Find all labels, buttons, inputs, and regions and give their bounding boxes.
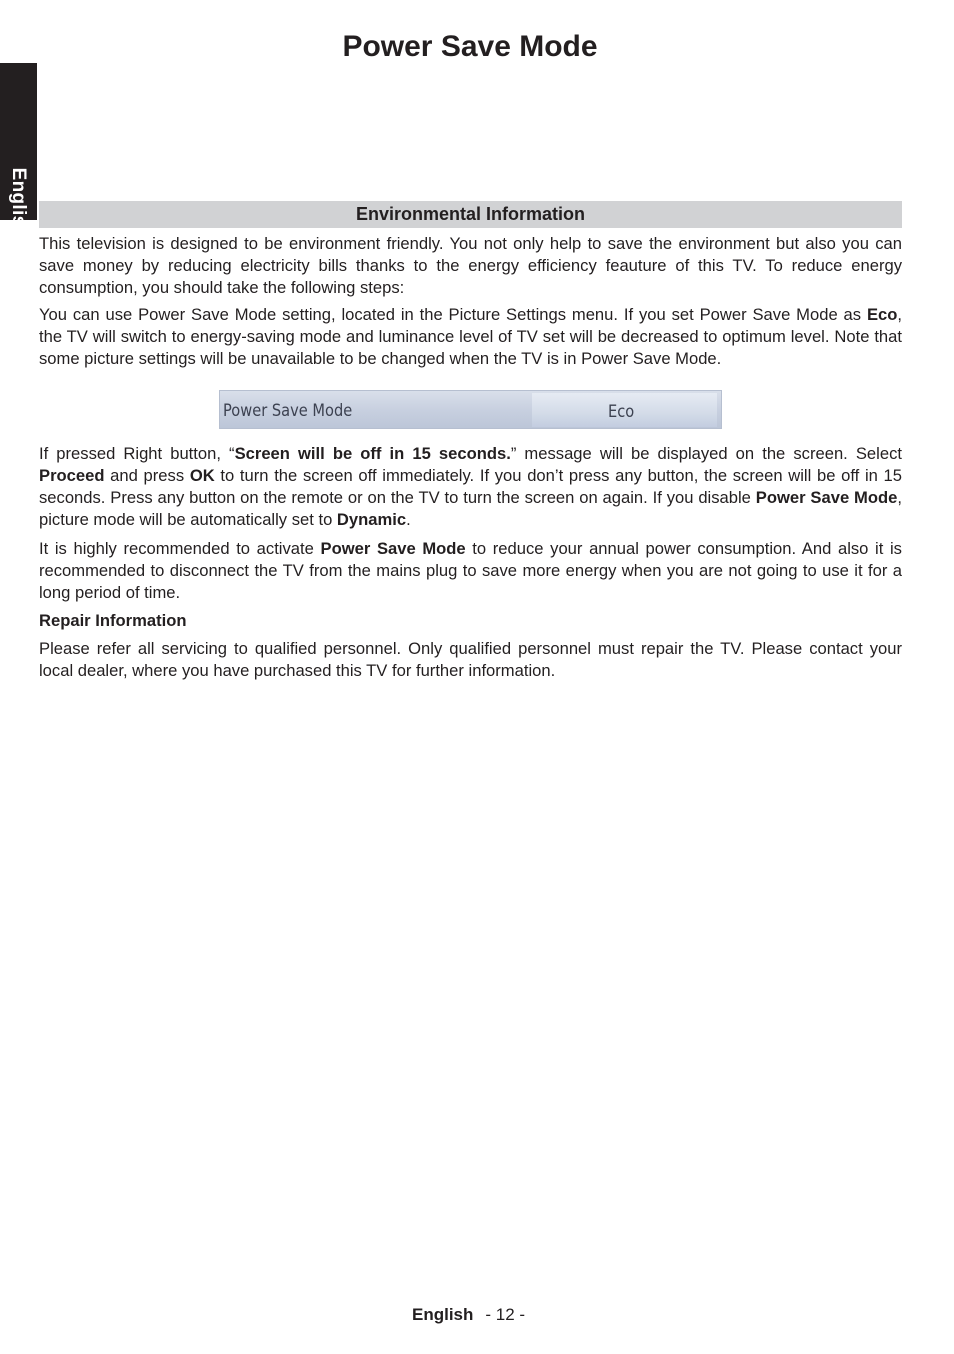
language-side-tab-label: English bbox=[8, 167, 29, 239]
power-save-mode-menu-row bbox=[219, 390, 722, 429]
bold-term-power-save-mode: Power Save Mode bbox=[320, 539, 466, 558]
screen-off-paragraph bbox=[39, 443, 902, 531]
section-header-bar bbox=[39, 201, 902, 228]
power-save-setting-paragraph bbox=[39, 304, 902, 370]
text-run: ” message will be displayed on the screen. Select bbox=[510, 444, 902, 463]
text-run: You can use Power Save Mode setting, located in the Picture Settings menu. If you set Power Save Mode as bbox=[39, 305, 867, 324]
page-title: Power Save Mode bbox=[342, 30, 598, 63]
repair-paragraph: Please refer all servicing to qualified personnel. Only qualified personnel must repair the TV. Please contact your local dealer, where you have purchased this TV for further information. bbox=[39, 639, 902, 680]
language-side-tab bbox=[0, 63, 37, 239]
section-title: Environmental Information bbox=[355, 204, 586, 224]
menu-row-label: Power Save Mode bbox=[223, 401, 353, 421]
recommendation-paragraph bbox=[39, 538, 902, 604]
text-run: and press bbox=[104, 466, 190, 485]
bold-term-message: Screen will be off in 15 seconds. bbox=[234, 444, 511, 463]
text-run: to reduce your annual power consumption. And also it is recommended to disconnect the TV from the mains plug to save more energy when you are not going to use it for a long period of time. bbox=[39, 539, 902, 602]
menu-row-value-box bbox=[532, 393, 717, 427]
text-run: If pressed Right button, “ bbox=[39, 444, 235, 463]
text-run: It is highly recommended to activate bbox=[39, 539, 321, 558]
page-number: - 12 - bbox=[485, 1305, 526, 1324]
page-footer bbox=[412, 1305, 525, 1325]
bold-term-dynamic: Dynamic bbox=[336, 510, 407, 529]
intro-paragraph: This television is designed to be environment friendly. You not only help to save the environment but also you can save money by reducing electricity bills thanks to the energy efficiency feauture of this TV. To reduce energy consumption, you should take the following steps: bbox=[39, 234, 902, 297]
bold-term-eco: Eco bbox=[866, 305, 898, 324]
bold-term-proceed: Proceed bbox=[39, 466, 105, 485]
text-run: , the TV will switch to energy-saving mode and luminance level of TV set will be decreased to optimum level. Note that some picture settings will be unavailable to be changed when the TV is in Power Save Mode. bbox=[39, 305, 902, 368]
bold-term-power-save-mode: Power Save Mode bbox=[755, 488, 898, 507]
repair-heading: Repair Information bbox=[39, 611, 187, 630]
text-run: to turn the screen off immediately. If you don’t press any button, the screen will be off in 15 seconds. Press any button on the remote or on the TV to turn the screen on again. If you disable bbox=[39, 466, 903, 507]
menu-row-value: Eco bbox=[608, 402, 635, 422]
text-run: . bbox=[406, 510, 411, 529]
bold-term-ok: OK bbox=[189, 466, 215, 485]
footer-language: English bbox=[412, 1305, 474, 1324]
text-run: , picture mode will be automatically set to bbox=[39, 488, 902, 529]
